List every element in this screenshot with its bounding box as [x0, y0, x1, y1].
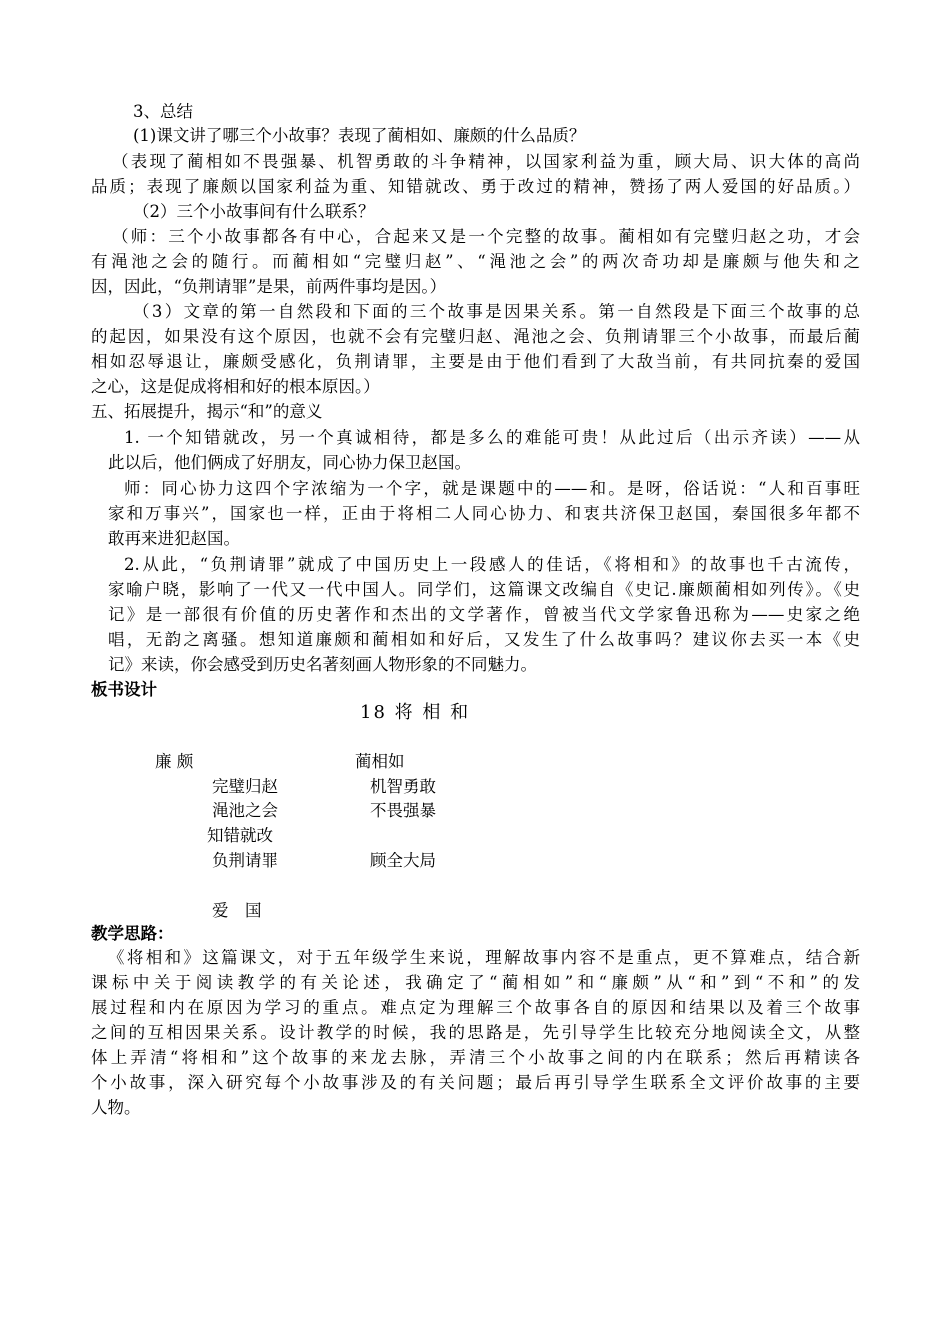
section-5-paragraph-2-line: 敢再来进犯赵国。: [108, 529, 240, 548]
board-event-1: 完璧归赵: [212, 777, 278, 796]
board-lian-trait: 知错就改: [207, 826, 273, 845]
board-lian-po: 廉 颇: [155, 752, 194, 771]
section-5-paragraph-3-line: 唱，无韵之离骚。想知道廉颇和蔺相如和好后，又发生了什么故事吗？建议你去买一本《史: [108, 630, 860, 649]
section-5-paragraph-2-line: 家和万事兴”，国家也一样，正由于将相二人同心协力、和衷共济保卫赵国，秦国很多年都不: [108, 504, 860, 523]
board-event-3: 负荆请罪: [212, 851, 278, 870]
board-trait-1: 机智勇敢: [370, 777, 436, 796]
board-event-2: 渑池之会: [212, 801, 278, 820]
summary-paragraph-3-line: （3）文章的第一自然段和下面的三个故事是因果关系。第一自然段是下面三个故事的总: [133, 302, 860, 321]
summary-paragraph-3-line: 之心，这是促成将相和好的根本原因。）: [91, 377, 380, 396]
summary-paragraph-3-line: 相如忍辱退让，廉颇受感化，负荆请罪，主要是由于他们看到了大敌当前，有共同抗秦的爱国: [91, 352, 860, 371]
section-5-paragraph-3-line: 记》是一部很有价值的历史著作和杰出的文学著作，曾被当代文学家鲁迅称为——史家之绝: [108, 605, 860, 624]
section-5-paragraph-2-line: 师：同心协力这四个字浓缩为一个字，就是课题中的——和。是呀，俗话说：“人和百事旺: [124, 479, 860, 498]
teaching-thinking-line: 展过程和内在原因为学习的重点。难点定为理解三个故事各自的原因和结果以及着三个故事: [91, 998, 860, 1017]
summary-answer-2-line: 有渑池之会的随行。而蔺相如“完璧归赵”、“渑池之会”的两次奇功却是廉颇与他失和之: [91, 252, 860, 271]
summary-question-2: （2）三个小故事间有什么联系？: [133, 202, 375, 221]
summary-answer-2-line: （师：三个小故事都各有中心，合起来又是一个完整的故事。蔺相如有完璧归赵之功，才会: [112, 227, 860, 246]
summary-paragraph-3-line: 的起因，如果没有这个原因，也就不会有完璧归赵、渑池之会、负荆请罪三个小故事，而最后蔺: [91, 327, 860, 346]
board-title: 18 将 相 和: [360, 702, 471, 723]
teaching-thinking-line: 之间的互相因果关系。设计教学的时候，我的思路是，先引导学生比较充分地阅读全文，从整: [91, 1023, 860, 1042]
teaching-thinking-line: 人物。: [91, 1098, 141, 1117]
board-lin-xiangru: 蔺相如: [355, 752, 405, 771]
summary-question-1: (1)课文讲了哪三个小故事？表现了蔺相如、廉颇的什么品质？: [133, 126, 586, 145]
board-design-heading: 板书设计: [91, 680, 157, 699]
summary-heading: 3、总结: [133, 102, 193, 121]
section-5-paragraph-3-line: 记》来读，你会感受到历史名著刻画人物形象的不同魅力。: [108, 655, 537, 674]
section-5-paragraph-3-line: 家喻户晓，影响了一代又一代中国人。同学们，这篇课文改编自《史记.廉颇蔺相如列传》。《史: [108, 580, 860, 599]
teaching-thinking-heading: 教学思路：: [91, 924, 174, 943]
section-5-paragraph-1-line: 1. 一个知错就改，另一个真诚相待，都是多么的难能可贵！从此过后（出示齐读）——从: [124, 428, 860, 447]
teaching-thinking-line: 体上弄清“将相和”这个故事的来龙去脉，弄清三个小故事之间的内在联系；然后再精读各: [91, 1048, 860, 1067]
section-5-paragraph-1-line: 此以后，他们俩成了好朋友，同心协力保卫赵国。: [108, 453, 471, 472]
summary-answer-1-line: 品质；表现了廉颇以国家利益为重、知错就改、勇于改过的精神，赞扬了两人爱国的好品质。）: [91, 177, 860, 196]
teaching-thinking-line: 个小故事，深入研究每个小故事涉及的有关问题；最后再引导学生联系全文评价故事的主要: [91, 1073, 860, 1092]
summary-answer-2-line: 因，因此，“负荆请罪”是果，前两件事均是因。）: [91, 277, 447, 296]
teaching-thinking-line: 《将相和》这篇课文，对于五年级学生来说，理解故事内容不是重点，更不算难点，结合新: [108, 948, 860, 967]
section-5-paragraph-3-line: 2.从此，“负荆请罪”就成了中国历史上一段感人的佳话，《将相和》的故事也千古流传，: [124, 555, 860, 574]
section-5-heading: 五、拓展提升，揭示“和”的意义: [91, 402, 323, 421]
summary-answer-1-line: （表现了蔺相如不畏强暴、机智勇敢的斗争精神，以国家利益为重，顾大局、识大体的高尚: [112, 152, 860, 171]
teaching-thinking-line: 课标中关于阅读教学的有关论述，我确定了“蔺相如”和“廉颇”从“和”到“不和”的发: [91, 973, 860, 992]
board-patriotism: 爱 国: [212, 901, 262, 920]
board-trait-3: 顾全大局: [370, 851, 436, 870]
board-trait-2: 不畏强暴: [370, 801, 436, 820]
